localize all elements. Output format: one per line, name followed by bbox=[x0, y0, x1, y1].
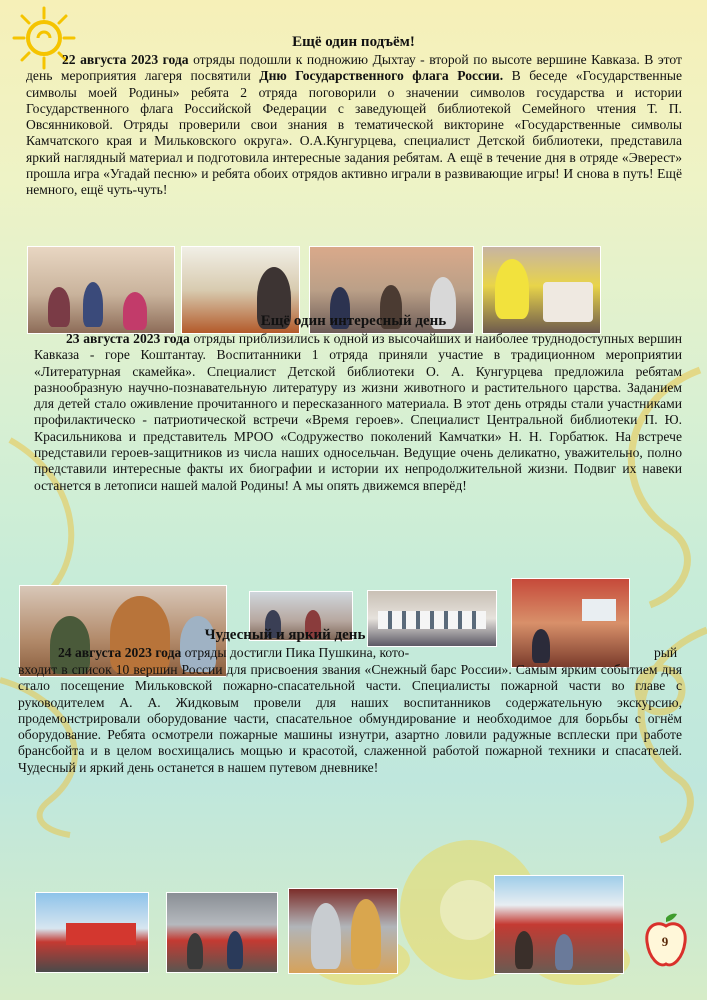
section1-event: Дню Государственного флага России. bbox=[259, 68, 504, 84]
photo-fire-hose bbox=[166, 892, 278, 973]
section1-date: 22 августа 2023 года bbox=[62, 52, 189, 67]
section3-title: Чудесный и яркий день bbox=[204, 627, 366, 643]
section3-line1-end: рый bbox=[654, 645, 678, 660]
section2-title: Ещё один интересный день bbox=[260, 313, 447, 329]
section1-title: Ещё один подъём! bbox=[292, 34, 415, 50]
page-number: 9 bbox=[661, 934, 669, 949]
photo-protective-suits bbox=[288, 888, 398, 974]
section3-line1-text: отряды достигли Пика Пушкина, кото- bbox=[181, 645, 410, 660]
section2-date: 23 августа 2023 года bbox=[66, 331, 190, 346]
section3-date: 24 августа 2023 года bbox=[58, 645, 182, 660]
photo-fire-station-group bbox=[35, 892, 149, 973]
section1-text-part1: отряды подошли к подножию Дыхтау - второй по высоте вершине Кавказа. В этот день мероприятия лагеря посвятили bbox=[26, 52, 682, 84]
section3-line1 bbox=[58, 645, 618, 661]
section2-text-body: отряды приблизились к одной из высочайших и наиболее труднодоступных вершин Кавказа - горе Коштантау. Воспитанники 1 отряда приняли участие в традиционном мероприятии «Литературная скамейка». Специалист Детской библиотеки О. А. Кунгурцева предложила ребятам разнообразную научно-познавательную литературу из жизни животного и растительного царства. Заданием для детей стало оживление прочитанного и пересказанного материала. В этот день отряды стали участниками профилактическо - патриотической встречи «Время героев». Специалист Центральной библиотеки П. Ю. Красильникова и представитель МРОО «Содружество поколений Камчатки» Н. Н. Горбатюк. На встрече представили героев-защитников из числа наших односельчан. Ведущие очень деликатно, уважительно, полно представили интересные факты их биографии и истории их непродолжительной жизни. Подвиг их навеки останется в летописи нашей малой Родины! А мы опять движемся вперёд! bbox=[34, 331, 683, 493]
section2-text bbox=[34, 331, 682, 494]
section1-text-part2: В беседе «Государственные символы моей Родины» ребята 2 отряда поговорили о значении символов государства и истории Государственного флага Российской Федерации с заведующей библиотекой Семейного чтения Т. П. Овсянниковой. Отряды проверили свои знания в тематической викторине «Государственные символы Камчатского края и Мильковского округа». О.А.Кунгурцева, специалист Детской библиотеки, представила яркий наглядный материал и подготовила интересные задания ребятам. А ещё в течение дня в отряде «Эверест» прошла игра «Угадай песню» и ребята обоих отрядов активно играли в развивающие игры! И снова в путь! Ещё немного, ещё чуть-чуть! bbox=[26, 68, 683, 198]
section3-text: входит в список 10 вершин России для присвоения звания «Снежный барс России». Самым ярким событием дня стало посещение Мильковской пожарно-спасательной части. Специалисты пожарной части во главе с руководителем А. А. Жидковым провели для наших воспитанников содержательную экскурсию, продемонстрировали оборудование части, спасательное обмундирование и необходимое для борьбы с огнём оборудование. Ребята осмотрели пожарные машины изнутри, азартно ловили радужные всплески при работе брансбойта и в целом восхищались мощью и красотой, слаженной работой пожарной техники и спасателей. Чудесный и яркий день останется в нашем путевом дневнике! bbox=[18, 662, 682, 775]
section1-text bbox=[26, 52, 682, 199]
photo-fire-truck-tour bbox=[494, 875, 624, 974]
